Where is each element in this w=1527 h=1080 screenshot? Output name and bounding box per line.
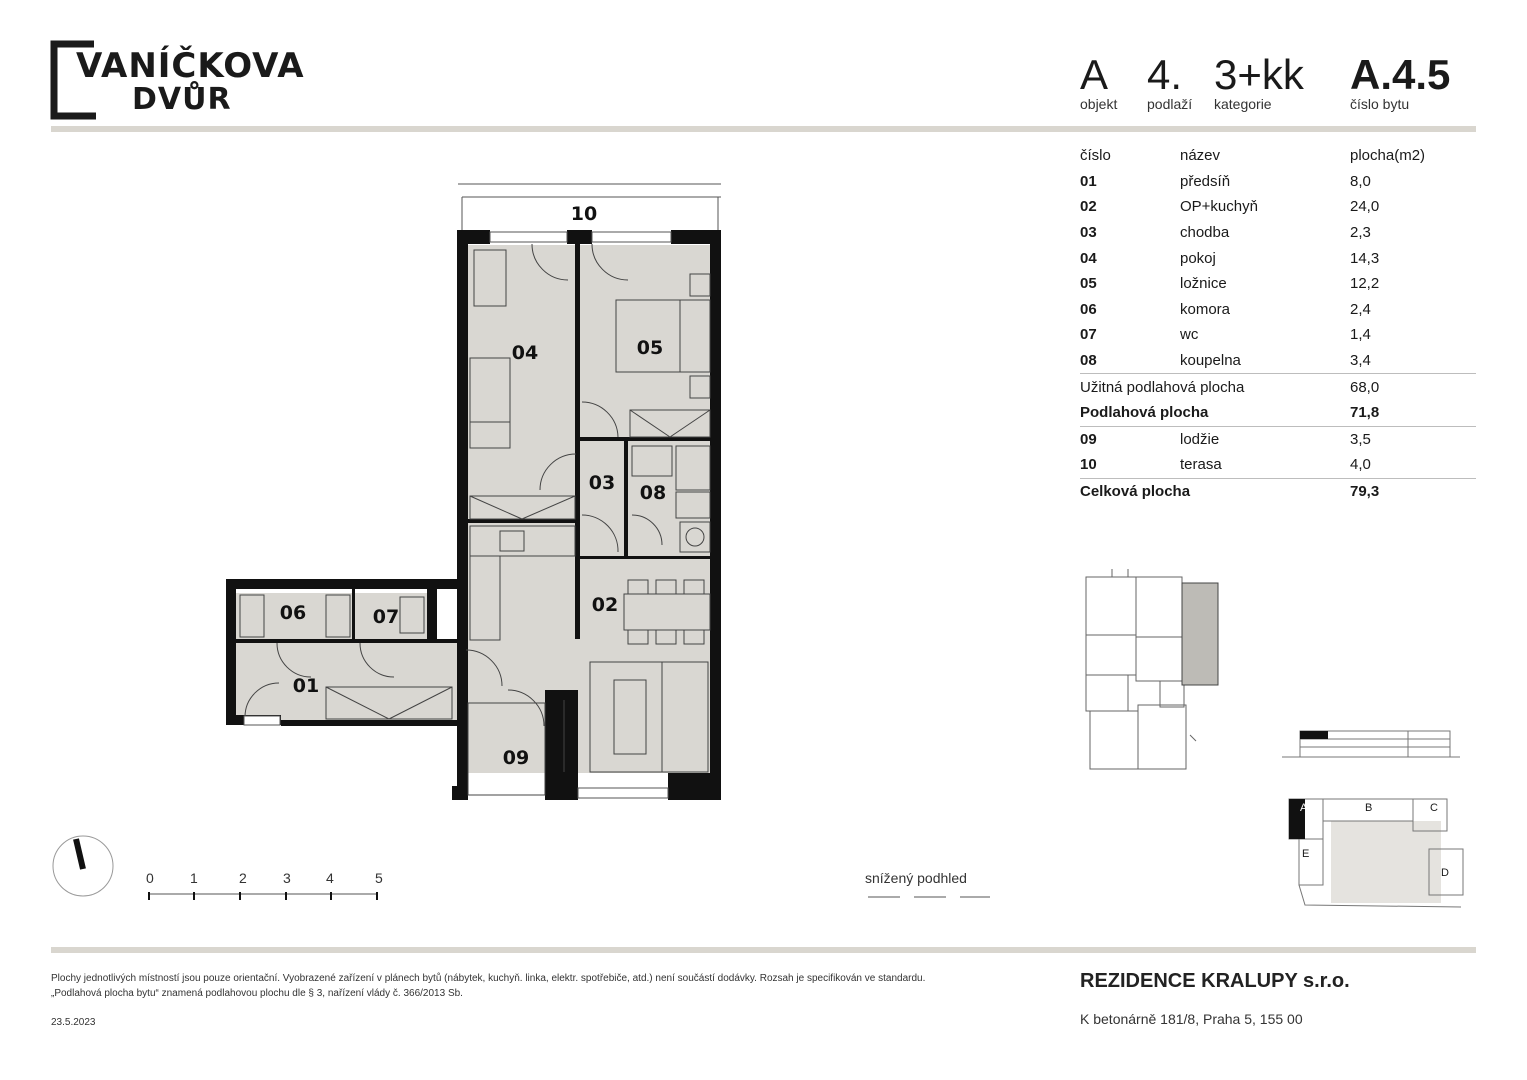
room-name: chodba <box>1180 224 1230 242</box>
table-row <box>1080 297 1476 323</box>
room-label-07: 07 <box>372 606 400 628</box>
floor-value: 4. <box>1147 51 1183 98</box>
room-num: 10 <box>1080 456 1097 474</box>
room-num: 02 <box>1080 198 1097 216</box>
total-label: Celková plocha <box>1080 478 1350 504</box>
header-area: plocha(m2) <box>1350 147 1426 165</box>
lowered-ceiling-line-icon <box>868 892 994 900</box>
unit-value: A.4.5 <box>1350 51 1451 98</box>
room-label-01: 01 <box>292 675 320 697</box>
room-name: pokoj <box>1180 249 1216 267</box>
room-area: 2,3 <box>1350 224 1371 242</box>
room-area: 8,0 <box>1350 172 1371 190</box>
table-row <box>1080 220 1476 246</box>
table-row <box>1080 322 1476 348</box>
room-label-10: 10 <box>570 203 598 225</box>
header-unit <box>1350 51 1451 112</box>
logo <box>50 40 305 120</box>
company-name: REZIDENCE KRALUPY s.r.o. <box>1080 970 1350 992</box>
floor-plan <box>215 180 735 810</box>
room-num: 04 <box>1080 249 1097 267</box>
company-address: K betonárně 181/8, Praha 5, 155 00 <box>1080 1011 1303 1027</box>
legend-lowered-ceiling: snížený podhled <box>865 870 967 886</box>
category-label: kategorie <box>1214 96 1272 112</box>
usable-area: 68,0 <box>1350 374 1476 400</box>
scale-bar <box>140 868 390 908</box>
header-object <box>1080 51 1118 112</box>
scale-tick-label: 1 <box>190 870 198 886</box>
room-area: 12,2 <box>1350 275 1380 293</box>
room-label-04: 04 <box>511 342 539 364</box>
header-floor <box>1147 51 1193 112</box>
table-row <box>1080 271 1476 297</box>
logo-line2: DVŮR <box>132 82 232 117</box>
total-area-row <box>1080 478 1476 504</box>
room-name: OP+kuchyň <box>1180 198 1258 216</box>
key-plan-floor <box>1080 565 1225 775</box>
key-section <box>1280 725 1470 765</box>
site-label-a: A <box>1300 802 1308 814</box>
disclaimer-line1: Plochy jednotlivých místností jsou pouze orientační. Vyobrazené zařízení v plánech bytů (nábytek, kuchyň. linka, elektr. spotřebiče, atd.) není součástí dodávky. Rozsah je specifikován ve standardu. <box>51 973 926 984</box>
scale-tick-label: 4 <box>326 870 334 886</box>
document-date: 23.5.2023 <box>51 1017 96 1028</box>
room-label-02: 02 <box>591 594 619 616</box>
header-name: název <box>1180 147 1221 165</box>
disclaimer-line2: „Podlahová plocha bytu“ znamená podlahovou plochu dle § 3, nařízení vlády č. 366/2013 Sb. <box>51 988 463 999</box>
room-num: 06 <box>1080 300 1097 318</box>
floor-label: Podlahová plocha <box>1080 404 1209 422</box>
room-area: 2,4 <box>1350 300 1371 318</box>
site-label-b: B <box>1365 802 1373 814</box>
table-header <box>1080 143 1476 169</box>
table-row <box>1080 348 1476 374</box>
table-row <box>1080 452 1476 478</box>
site-label-c: C <box>1430 802 1438 814</box>
header-num: číslo <box>1080 147 1111 165</box>
room-label-05: 05 <box>636 337 664 359</box>
site-plan-drawing <box>1285 795 1470 925</box>
room-name: ložnice <box>1180 275 1227 293</box>
room-num: 05 <box>1080 275 1097 293</box>
room-num: 08 <box>1080 352 1097 370</box>
site-label-e: E <box>1302 848 1310 860</box>
room-label-03: 03 <box>588 472 616 494</box>
room-area: 3,4 <box>1350 352 1371 370</box>
object-value: A <box>1080 51 1109 98</box>
table-row <box>1080 426 1476 452</box>
header-category <box>1214 51 1304 112</box>
table-row <box>1080 245 1476 271</box>
scale-tick-label: 2 <box>239 870 247 886</box>
room-area: 24,0 <box>1350 198 1380 216</box>
room-area: 3,5 <box>1350 426 1476 452</box>
site-plan <box>1285 795 1470 925</box>
room-area: 14,3 <box>1350 249 1380 267</box>
room-num: 07 <box>1080 326 1097 344</box>
floor-area: 71,8 <box>1350 404 1380 422</box>
room-area: 4,0 <box>1350 456 1371 474</box>
floor-area-row <box>1080 400 1476 426</box>
top-rule <box>51 126 1476 132</box>
usable-label: Užitná podlahová plocha <box>1080 374 1350 400</box>
object-label: objekt <box>1080 96 1118 112</box>
room-num: 03 <box>1080 224 1097 242</box>
room-label-08: 08 <box>639 482 667 504</box>
site-label-d: D <box>1441 867 1449 879</box>
key-section-highlight <box>1300 731 1328 739</box>
room-label-06: 06 <box>279 602 307 624</box>
usable-area-row <box>1080 374 1476 400</box>
category-value: 3+kk <box>1214 51 1304 98</box>
room-num: 01 <box>1080 172 1097 190</box>
unit-label: číslo bytu <box>1350 96 1410 112</box>
table-row <box>1080 169 1476 195</box>
room-label-09: 09 <box>502 747 530 769</box>
area-table <box>1080 143 1476 504</box>
logo-line1: VANÍČKOVA <box>76 46 305 86</box>
room-area: 1,4 <box>1350 326 1371 344</box>
key-plan-unit-highlight <box>1182 583 1218 685</box>
room-name: koupelna <box>1180 352 1241 370</box>
table-row <box>1080 194 1476 220</box>
total-area: 79,3 <box>1350 478 1476 504</box>
north-arrow-icon <box>50 833 116 899</box>
room-name: předsíň <box>1180 172 1231 190</box>
bottom-rule <box>51 947 1476 953</box>
room-name: lodžie <box>1180 426 1350 452</box>
floor-label: podlaží <box>1147 96 1193 112</box>
room-name: terasa <box>1180 456 1222 474</box>
room-name: komora <box>1180 300 1231 318</box>
scale-tick-label: 5 <box>375 870 383 886</box>
room-name: wc <box>1180 326 1199 344</box>
scale-line <box>140 888 390 902</box>
scale-tick-label: 0 <box>146 870 154 886</box>
scale-tick-label: 3 <box>283 870 291 886</box>
room-num: 09 <box>1080 426 1180 452</box>
